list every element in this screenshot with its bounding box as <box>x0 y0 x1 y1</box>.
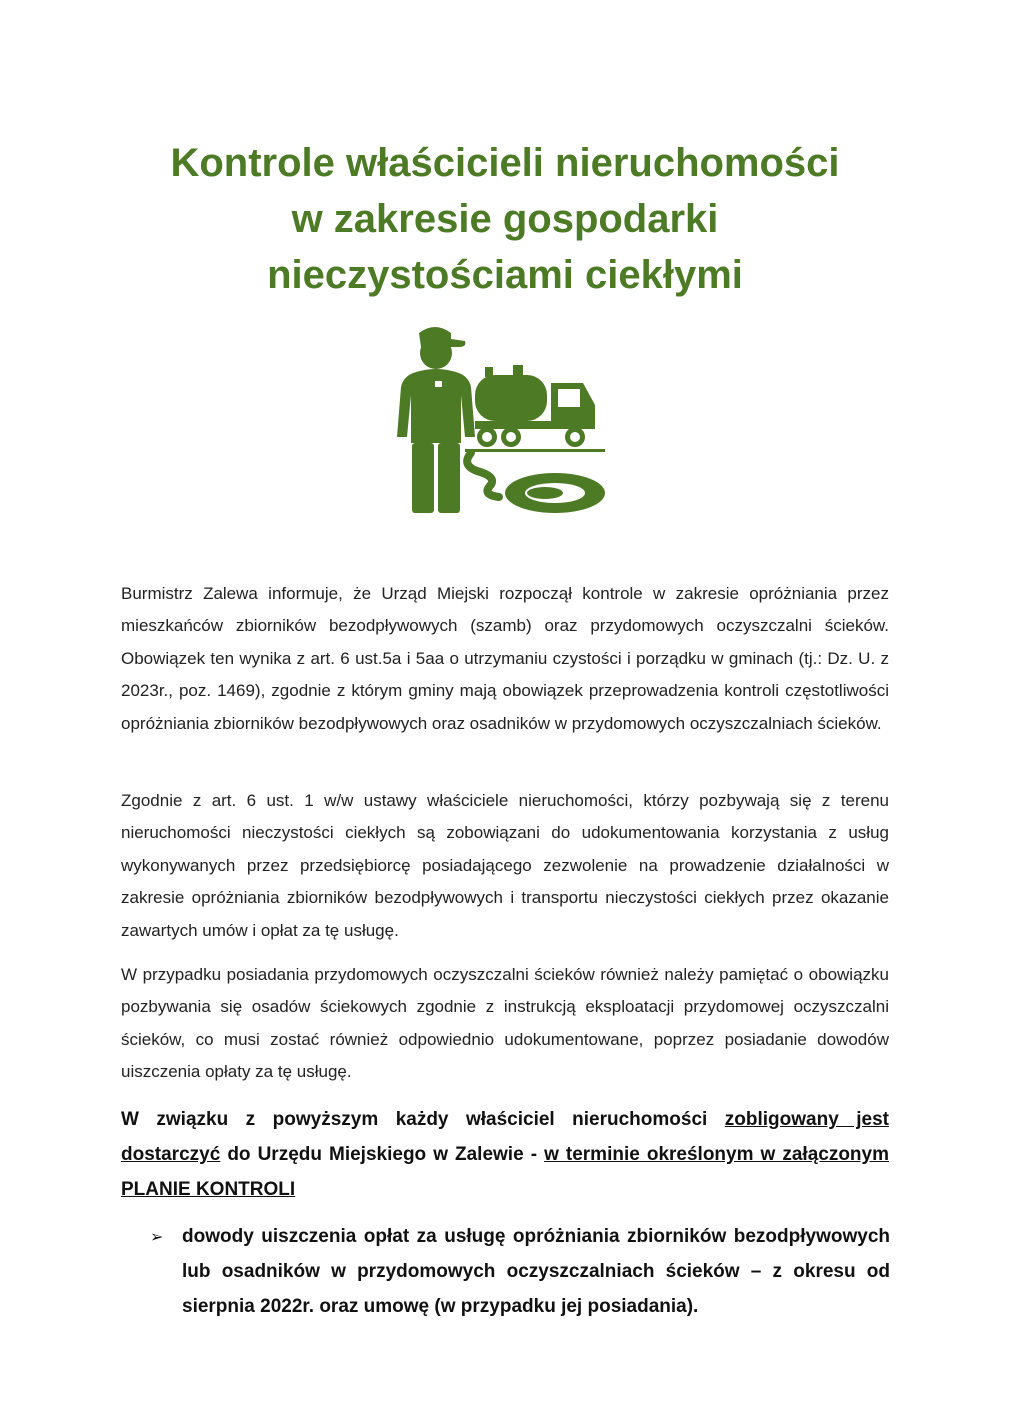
arrow-bullet-icon: ➢ <box>150 1227 164 1246</box>
title-line-3: nieczystościami ciekłymi <box>267 252 743 297</box>
title-line-2: w zakresie gospodarki <box>291 196 719 241</box>
paragraph-1: Burmistrz Zalewa informuje, że Urząd Miejski rozpoczął kontrole w zakresie opróżniania przez mieszkańców zbiorników bezodpływowych (szamb) oraz przydomowych oczyszczalni ścieków. Obowiązek ten wynika z art. 6 ust.5a i 5aa o utrzymaniu czystości i porządku w gminach (tj.: Dz. U. z 2023r., poz. 1469), zgodnie z którym gminy mają obowiązek przeprowadzenia kontroli częstotliwości opróżniania zbiorników bezodpływowych oraz osadników w przydomowych oczyszczalniach ścieków. <box>121 584 889 733</box>
worker-septic-truck-icon <box>395 325 610 515</box>
notice-text-2: do Urzędu Miejskiego w Zalewie - <box>220 1144 545 1165</box>
paragraph-3: W przypadku posiadania przydomowych oczyszczalni ścieków również należy pamiętać o obowiązku pozbywania się osadów ściekowych zgodnie z instrukcją eksploatacji przydomowej oczyszczalni ścieków, co musi zostać również odpowiednio udokumentowane, poprzez posiadanie dowodów uiszczenia opłaty za tę usługę. <box>121 965 889 1082</box>
paragraph-2: Zgodnie z art. 6 ust. 1 w/w ustawy właściciele nieruchomości, którzy pozbywają się z terenu nieruchomości nieczystości ciekłych są zobowiązani do udokumentowania korzystania z usług wykonywanych przez przedsiębiorcę posiadającego zezwolenie na prowadzenie działalności w zakresie opróżniania zbiorników bezodpływowych i transportu nieczystości ciekłych przez okazanie zawartych umów i opłat za tę usługę. <box>121 791 889 940</box>
obligation-notice <box>121 1102 889 1207</box>
notice-underlined-1: zobligowany jest dostarczyć <box>121 1109 889 1165</box>
notice-underlined-2: w terminie określonym w załączonym PLANIE KONTROLI <box>121 1144 889 1200</box>
notice-text-1: W związku z powyższym każdy właściciel nieruchomości <box>121 1109 725 1130</box>
title-line-1: Kontrole właścicieli nieruchomości <box>170 140 840 185</box>
list-item <box>150 1219 890 1324</box>
list-item-text: dowody uiszczenia opłat za usługę opróżniania zbiorników bezodpływowych lub osadników w przydomowych oczyszczalniach ścieków – z okresu od sierpnia 2022r. oraz umowę (w przypadku jej posiadania). <box>182 1226 890 1317</box>
page-title <box>60 135 950 303</box>
required-documents-list <box>150 1219 890 1324</box>
